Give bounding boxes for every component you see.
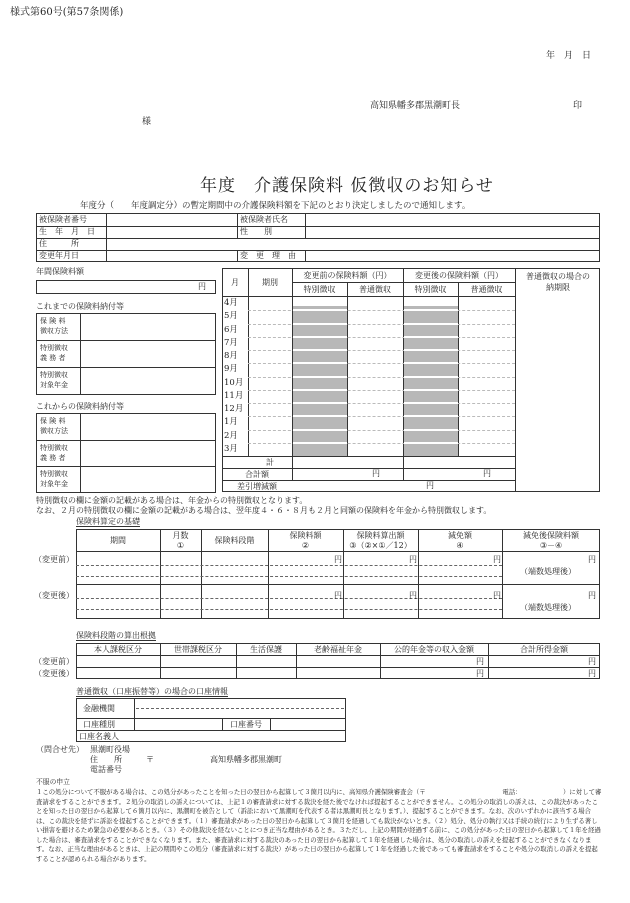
after-special-header: 特別徴収 bbox=[414, 284, 447, 294]
stage-before-label: （変更前） bbox=[34, 657, 74, 666]
sum-row-label: 合計額 bbox=[245, 469, 269, 479]
calc-after-final-yen: 円 bbox=[588, 591, 596, 600]
sex-label: 性 別 bbox=[240, 227, 272, 236]
shade-gap bbox=[404, 402, 458, 404]
calc-premium-header: 保険料額 ② bbox=[289, 531, 322, 550]
calc-computed-header: 保険料算出額 ③（②×①／12） bbox=[349, 531, 412, 550]
addressee-suffix: 様 bbox=[142, 117, 152, 127]
stage-after-pension-yen: 円 bbox=[476, 669, 484, 678]
bank-institution-label: 金融機関 bbox=[83, 703, 115, 713]
calc-after-reduction-header: 減免後保険料額 ③－④ bbox=[523, 531, 579, 550]
calc-after-label: （変更後） bbox=[34, 591, 74, 600]
after-amount-header: 変更後の保険料額（円） bbox=[415, 270, 503, 280]
form-number: 様式第60号(第57条関係) bbox=[10, 7, 124, 18]
before-normal-header: 普通徴収 bbox=[359, 284, 391, 294]
bank-heading: 普通徴収（口座振替等）の場合の口座情報 bbox=[76, 687, 228, 696]
contact-label: （問合せ先） bbox=[36, 745, 84, 754]
col-month-header: 月 bbox=[231, 278, 239, 287]
calc-after-computed-yen: 円 bbox=[409, 591, 417, 600]
stage-pension-income-header: 公的年金等の収入金額 bbox=[394, 644, 474, 654]
future-method-label: 保 険 料 徴収方法 bbox=[40, 417, 68, 435]
annual-premium-yen: 円 bbox=[198, 282, 206, 291]
shade-gap bbox=[404, 376, 458, 378]
stage-total-income-header: 合計所得金額 bbox=[520, 644, 568, 654]
calc-before-computed-yen: 円 bbox=[409, 555, 417, 564]
stage-after-label: （変更後） bbox=[34, 669, 74, 678]
stage-welfare-header: 生活保護 bbox=[250, 644, 282, 654]
annual-premium-label: 年間保険料額 bbox=[36, 267, 84, 276]
past-obligor-label: 特別徴収 義 務 者 bbox=[40, 344, 68, 362]
page-title: 年度 介護保険料 仮徴収のお知らせ bbox=[200, 176, 494, 196]
shade-gap bbox=[404, 309, 458, 311]
shade-gap bbox=[293, 402, 347, 404]
future-obligor-label: 特別徴収 義 務 者 bbox=[40, 444, 68, 462]
month-label: 3月 bbox=[224, 443, 238, 454]
month-row-divider bbox=[248, 430, 515, 431]
diff-yen: 円 bbox=[426, 481, 434, 490]
calc-before-label: （変更前） bbox=[34, 555, 74, 564]
change-reason-label: 変 更 理 由 bbox=[240, 251, 296, 260]
contact-address-label: 住 所 bbox=[90, 755, 122, 764]
month-label: 2月 bbox=[224, 430, 238, 441]
note-special-2: なお、２月の特別徴収の欄に金額の記載がある場合は、翌年度４・６・８月も２月と同額の保険料を年金から特別徴収します。 bbox=[36, 506, 492, 515]
contact-address: 高知県幡多郡黒潮町 bbox=[210, 755, 282, 764]
before-special-header: 特別徴収 bbox=[303, 284, 336, 294]
month-label: 7月 bbox=[224, 337, 238, 348]
calc-period-header: 期間 bbox=[110, 535, 126, 545]
insured-number-label: 被保険者番号 bbox=[39, 215, 87, 224]
shade-gap bbox=[293, 389, 347, 391]
shade-gap bbox=[404, 349, 458, 351]
shade-gap bbox=[404, 442, 458, 444]
shade-gap bbox=[293, 362, 347, 364]
bank-account-number-label: 口座番号 bbox=[230, 719, 262, 729]
future-payment-heading: これからの保険料納付等 bbox=[36, 402, 124, 411]
address-label: 住 所 bbox=[39, 239, 79, 248]
stage-before-pension-yen: 円 bbox=[476, 657, 484, 666]
shade-gap bbox=[293, 349, 347, 351]
calc-before-reduction-yen: 円 bbox=[493, 555, 501, 564]
month-row-divider bbox=[248, 363, 515, 364]
stage-before-income-yen: 円 bbox=[588, 657, 596, 666]
month-row-divider bbox=[248, 416, 515, 417]
stage-heading: 保険料段階の算出根拠 bbox=[76, 631, 156, 640]
issue-date: 年 月 日 bbox=[546, 51, 592, 61]
shade-gap bbox=[404, 429, 458, 431]
objection-text: １この処分について不服がある場合は、この処分があったことを知った日の翌日から起算して３箇月以内に、高知県介護保険審査会（〒 電話： ）に対して審査請求をすることができます。２処分の取消しの訴えについては、上記１の審査請求に対する裁決を経た後でなければ提起することができません。この処分の取消しの訴えは、この裁決があったことを知った日の翌日から起算して６箇月以内に、黒潮町を被告として（訴訟において黒潮町を代表する者は黒潮町長となります。）、提起することができます。なお、次のいずれかに該当する場合は、この裁決を経ずに訴訟を提起することができます。（１）審査請求があった日の翌日から起算して３箇月を経過しても裁決がないとき。（２）処分、処分の執行又は手続の続行により生ずる著しい損害を避けるため緊急の必要があるとき。（３）その他裁決を経ないことにつき正当な理由があるとき。３ただし、上記の期間が経過する前に、この処分があった日の翌日から起算して１年を経過した場合は、審査請求をすることができなくなります。また、審査請求に対する裁決のあった日の翌日から起算して１年を経過した場合は、処分の取消しの訴えを提起することができなくなります。なお、正当な理由があるときは、上記の期間やこの処分（審査請求に対する裁決）があった日の翌日から起算して１年を経過した後であっても審査請求をすることや処分の取消しの訴えを提起することが認められる場合があります。 bbox=[36, 788, 602, 863]
seal-mark: 印 bbox=[573, 101, 583, 111]
calc-months-header: 月数 ① bbox=[172, 531, 189, 550]
calc-after-rounding: （端数処理後） bbox=[520, 603, 576, 612]
after-normal-header: 普通徴収 bbox=[470, 284, 503, 294]
shade-gap bbox=[404, 336, 458, 338]
month-label: 1月 bbox=[224, 417, 238, 428]
past-pension-label: 特別徴収 対象年金 bbox=[40, 371, 68, 389]
month-label: 5月 bbox=[224, 311, 238, 322]
calc-after-reduction-yen: 円 bbox=[493, 591, 501, 600]
shade-gap bbox=[293, 415, 347, 417]
before-special-shade bbox=[293, 306, 347, 456]
month-label: 12月 bbox=[224, 404, 244, 414]
intro-text: 年度分（ 年度調定分）の暫定期間中の介護保険料額を下記のとおり決定しましたので通知します。 bbox=[80, 201, 471, 211]
shade-gap bbox=[404, 323, 458, 325]
calc-after-premium-yen: 円 bbox=[334, 591, 342, 600]
past-payment-heading: これまでの保険料納付等 bbox=[36, 302, 124, 311]
shade-gap bbox=[293, 376, 347, 378]
contact-office: 黒潮町役場 bbox=[90, 745, 130, 754]
month-row-divider bbox=[248, 377, 515, 378]
issuer-name: 高知県幡多郡黒潮町長 bbox=[370, 101, 461, 111]
stage-self-tax-header: 本人課税区分 bbox=[94, 644, 142, 654]
shade-gap bbox=[293, 309, 347, 311]
month-label: 8月 bbox=[224, 351, 238, 361]
month-row-divider bbox=[248, 310, 515, 311]
calc-before-final-yen: 円 bbox=[588, 555, 596, 564]
future-pension-label: 特別徴収 対象年金 bbox=[40, 470, 68, 488]
calc-stage-header: 保険料段階 bbox=[214, 535, 255, 545]
shade-gap bbox=[293, 429, 347, 431]
note-special-1: 特別徴収の欄に金額の記載がある場合は、年金からの特別徴収となります。 bbox=[36, 496, 308, 505]
month-row-divider bbox=[248, 403, 515, 404]
contact-phone-label: 電話番号 bbox=[90, 765, 122, 774]
total-row-label: 計 bbox=[266, 457, 274, 467]
contact-postal-mark: 〒 bbox=[146, 755, 154, 764]
month-label: 11月 bbox=[224, 390, 244, 401]
past-method-label: 保 険 料 徴収方法 bbox=[40, 317, 68, 335]
calc-heading: 保険料算定の基礎 bbox=[76, 517, 140, 526]
month-label: 9月 bbox=[224, 364, 238, 375]
month-label: 10月 bbox=[224, 377, 244, 388]
shade-gap bbox=[293, 442, 347, 444]
calc-reduction-header: 減免額 ④ bbox=[448, 531, 472, 550]
stage-household-tax-header: 世帯課税区分 bbox=[174, 644, 222, 654]
diff-row-label: 差引増減額 bbox=[237, 481, 277, 491]
calc-before-rounding: （端数処理後） bbox=[520, 567, 576, 576]
month-label: 6月 bbox=[224, 324, 238, 335]
birthdate-label: 生 年 月 日 bbox=[39, 227, 95, 236]
month-row-divider bbox=[248, 350, 515, 351]
shade-gap bbox=[404, 362, 458, 364]
month-row-divider bbox=[248, 337, 515, 338]
after-special-shade bbox=[404, 306, 458, 456]
insured-name-label: 被保険者氏名 bbox=[240, 215, 288, 224]
shade-gap bbox=[293, 336, 347, 338]
annual-premium-box bbox=[36, 280, 216, 294]
month-row-divider bbox=[248, 443, 515, 444]
stage-old-age-pension-header: 老齢福祉年金 bbox=[314, 644, 362, 654]
deadline-header: 普通徴収の場合の 納期限 bbox=[526, 272, 590, 292]
month-row-divider bbox=[248, 390, 515, 391]
shade-gap bbox=[404, 389, 458, 391]
month-label: 4月 bbox=[224, 298, 238, 308]
objection-heading: 不服の申立 bbox=[36, 778, 70, 786]
month-row-divider bbox=[248, 324, 515, 325]
sum-before-yen: 円 bbox=[372, 469, 380, 478]
change-date-label: 変更年月日 bbox=[39, 251, 79, 260]
col-period-header: 期別 bbox=[262, 278, 278, 287]
shade-gap bbox=[404, 415, 458, 417]
bank-account-type-label: 口座種別 bbox=[83, 719, 115, 729]
stage-after-income-yen: 円 bbox=[588, 669, 596, 678]
calc-before-premium-yen: 円 bbox=[334, 555, 342, 564]
bank-holder-label: 口座名義人 bbox=[79, 731, 119, 741]
before-amount-header: 変更前の保険料額（円） bbox=[303, 270, 392, 280]
shade-gap bbox=[293, 323, 347, 325]
sum-after-yen: 円 bbox=[483, 469, 491, 478]
